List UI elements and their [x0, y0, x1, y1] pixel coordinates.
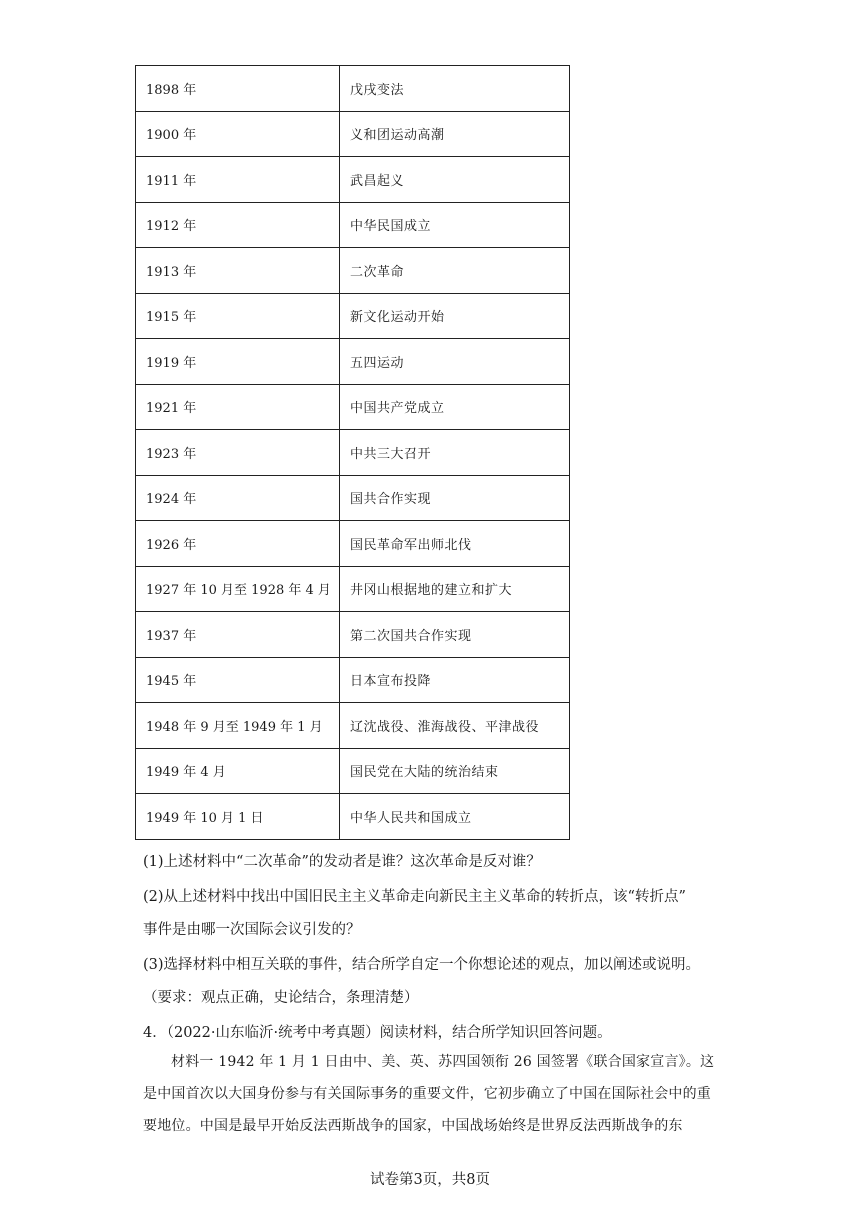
timeline-event: 第二次国共合作实现	[340, 612, 570, 658]
timeline-row	[136, 521, 570, 567]
question-4-title: 4．（2022·山东临沂·统考中考真题）阅读材料，结合所学知识回答问题。	[143, 1025, 612, 1041]
timeline-date: 1949 年 4 月	[136, 748, 340, 794]
timeline-date: 1898 年	[136, 66, 340, 112]
timeline-row	[136, 748, 570, 794]
timeline-date: 1911 年	[136, 157, 340, 203]
timeline-row	[136, 794, 570, 840]
timeline-event: 新文化运动开始	[340, 293, 570, 339]
timeline-date: 1949 年 10 月 1 日	[136, 794, 340, 840]
question-1: (1)上述材料中“二次革命”的发动者是谁？这次革命是反对谁？	[143, 854, 541, 870]
timeline-event: 国共合作实现	[340, 475, 570, 521]
timeline-event: 二次革命	[340, 248, 570, 294]
timeline-event: 五四运动	[340, 339, 570, 385]
timeline-event: 戊戌变法	[340, 66, 570, 112]
timeline-row	[136, 703, 570, 749]
question-3-line-1: (3)选择材料中相互关联的事件，结合所学自定一个你想论述的观点，加以阐述或说明。	[143, 957, 701, 973]
timeline-event: 中国共产党成立	[340, 384, 570, 430]
timeline-event: 中共三大召开	[340, 430, 570, 476]
timeline-body	[136, 66, 570, 840]
timeline-date: 1912 年	[136, 202, 340, 248]
timeline-event: 井冈山根据地的建立和扩大	[340, 566, 570, 612]
timeline-row	[136, 293, 570, 339]
timeline-row	[136, 111, 570, 157]
timeline-row	[136, 566, 570, 612]
timeline-row	[136, 475, 570, 521]
timeline-date: 1937 年	[136, 612, 340, 658]
timeline-row	[136, 657, 570, 703]
timeline-row	[136, 202, 570, 248]
timeline-row	[136, 384, 570, 430]
timeline-event: 武昌起义	[340, 157, 570, 203]
timeline-event: 国民革命军出师北伐	[340, 521, 570, 567]
question-2-line-2: 事件是由哪一次国际会议引发的？	[143, 922, 361, 938]
timeline-date: 1948 年 9 月至 1949 年 1 月	[136, 703, 340, 749]
question-2-line-1: (2)从上述材料中找出中国旧民主主义革命走向新民主主义革命的转折点，该“转折点”	[143, 889, 686, 905]
timeline-date: 1913 年	[136, 248, 340, 294]
question-4-material-1: 材料一 1942 年 1 月 1 日由中、美、英、苏四国领衔 26 国签署《联合国家宣言》。这是中国首次以大国身份参与有关国际事务的重要文件，它初步确立了中国在国际社会中的重要地位。中国是最早开始反法西斯战争的国家，中国战场始终是世界反法西斯战争的东	[143, 1054, 715, 1134]
timeline-event: 中华人民共和国成立	[340, 794, 570, 840]
timeline-date: 1926 年	[136, 521, 340, 567]
timeline-date: 1900 年	[136, 111, 340, 157]
timeline-date: 1945 年	[136, 657, 340, 703]
timeline-event: 中华民国成立	[340, 202, 570, 248]
timeline-row	[136, 339, 570, 385]
timeline-date: 1919 年	[136, 339, 340, 385]
timeline-date: 1921 年	[136, 384, 340, 430]
timeline-event: 日本宣布投降	[340, 657, 570, 703]
timeline-date: 1923 年	[136, 430, 340, 476]
timeline-row	[136, 157, 570, 203]
timeline-date: 1924 年	[136, 475, 340, 521]
timeline-date: 1915 年	[136, 293, 340, 339]
timeline-event: 国民党在大陆的统治结束	[340, 748, 570, 794]
timeline-date: 1927 年 10 月至 1928 年 4 月	[136, 566, 340, 612]
timeline-row	[136, 248, 570, 294]
timeline-row	[136, 612, 570, 658]
timeline-event: 辽沈战役、淮海战役、平津战役	[340, 703, 570, 749]
timeline-row	[136, 430, 570, 476]
page-footer: 试卷第3页，共8页	[370, 1172, 490, 1188]
question-3-line-2: （要求：观点正确，史论结合，条理清楚）	[143, 990, 419, 1006]
timeline-table	[135, 65, 570, 840]
timeline-row	[136, 66, 570, 112]
timeline-event: 义和团运动高潮	[340, 111, 570, 157]
